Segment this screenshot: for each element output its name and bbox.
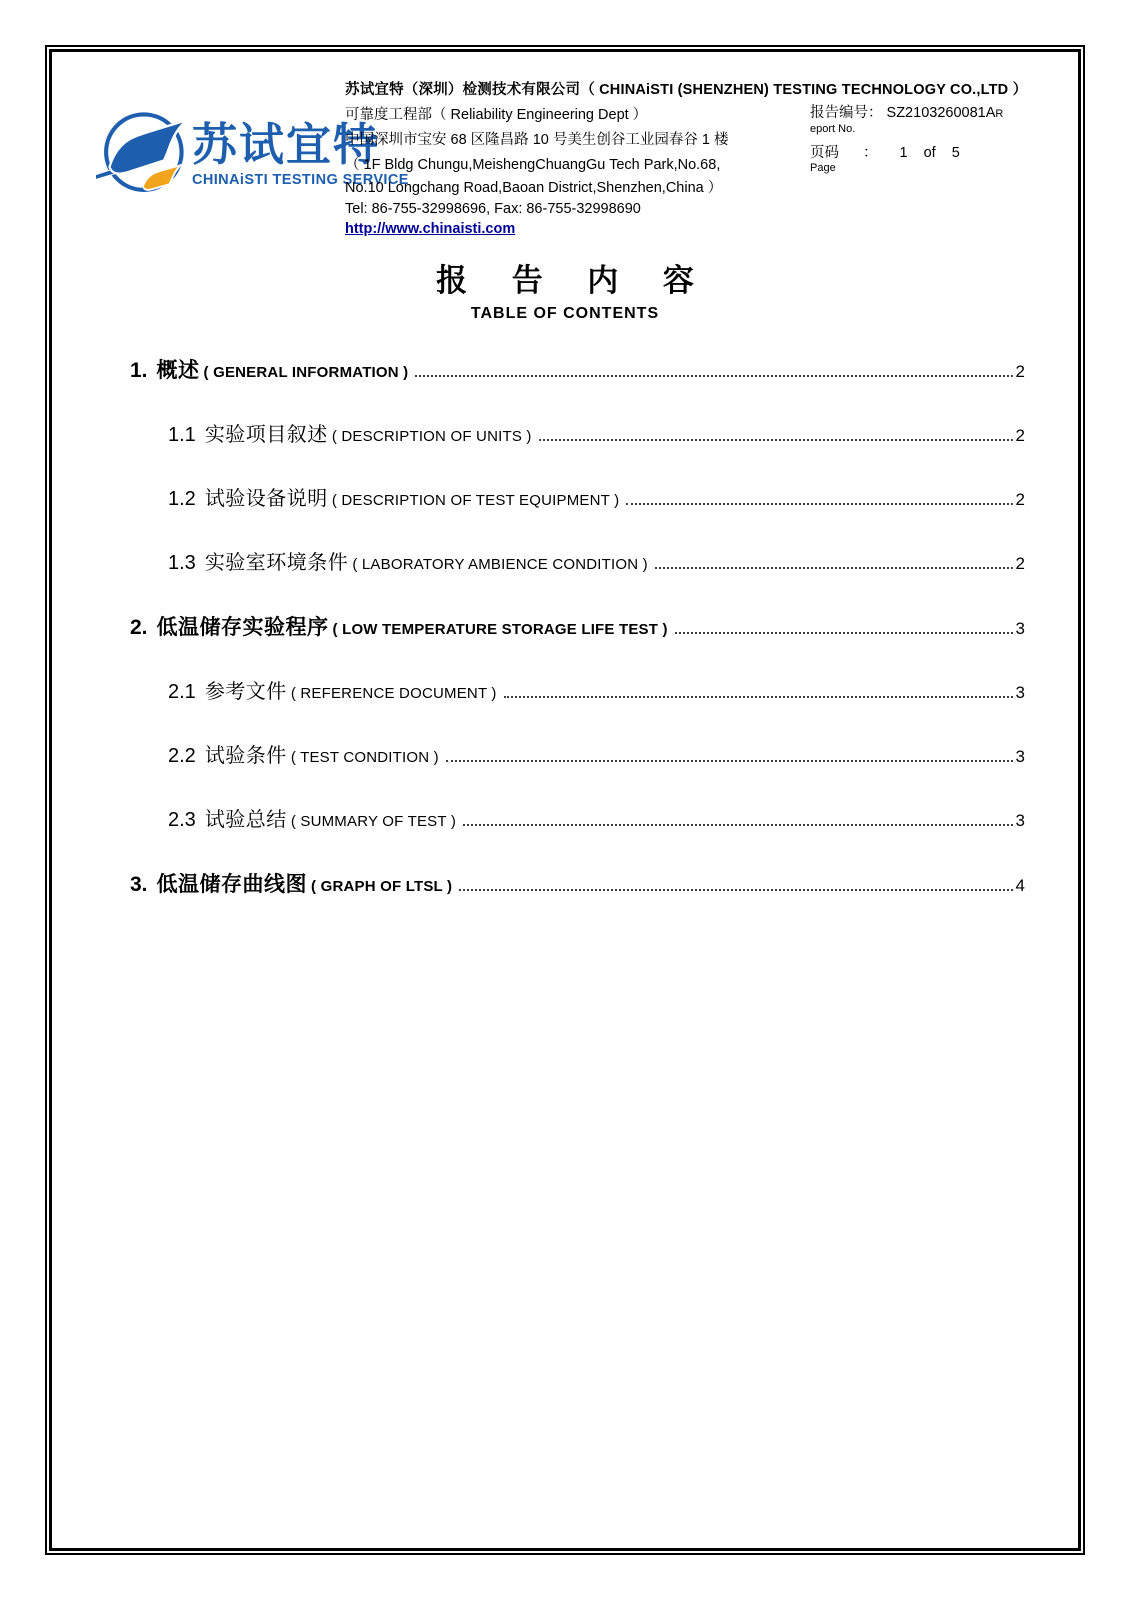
dot-leader	[675, 632, 1013, 634]
page-no-label: 页码	[810, 145, 839, 161]
logo-chinese-name: 苏试宜特	[192, 119, 381, 171]
toc-entry-page: 3	[1015, 747, 1025, 766]
toc-entry-number: 1.1	[168, 424, 196, 446]
report-info-block	[810, 104, 1040, 175]
dot-leader	[459, 889, 1012, 891]
toc-entry-number: 1.	[130, 359, 148, 382]
toc-entry-title-cn: 参考文件	[204, 681, 287, 703]
chinaisti-logo-icon	[96, 106, 188, 202]
toc-entry-laboratory-ambience-condition	[130, 553, 1025, 573]
tel-fax-line: Tel: 86-755-32998696, Fax: 86-755-32998690	[345, 201, 641, 217]
toc-entry-general-information	[130, 360, 1025, 381]
toc-entry-number: 1.2	[168, 488, 196, 510]
toc-entry-number: 2.2	[168, 745, 196, 767]
toc-entry-title-cn: 试验条件	[204, 745, 287, 767]
dot-leader	[415, 375, 1012, 377]
toc-entry-page: 4	[1015, 876, 1025, 895]
address-en-line-1: （ 1F Bldg Chungu,MeishengChuangGu Tech Park,No.68,	[345, 157, 721, 173]
page-no-colon: ：	[863, 145, 878, 161]
toc-entry-title-en: ( TEST CONDITION )	[290, 749, 439, 766]
toc-entry-low-temperature-storage-life-test	[130, 617, 1025, 638]
logo-tagline: CHINAiSTI TESTING SERVICE	[192, 171, 409, 188]
toc-entry-title-en: ( GRAPH OF LTSL )	[311, 878, 453, 895]
toc-entry-page: 2	[1015, 554, 1025, 573]
address-en-line-2: No.10 Longchang Road,Baoan District,Shenzhen,China ）	[345, 180, 723, 196]
page-no-label-en: Page	[810, 162, 836, 174]
address-cn-line: 中国深圳市宝安 68 区隆昌路 10 号美生创谷工业园春谷 1 楼	[345, 132, 729, 148]
dot-leader	[463, 824, 1013, 826]
dot-leader	[446, 760, 1013, 762]
toc-entry-page: 2	[1015, 362, 1025, 381]
toc-entry-page: 3	[1015, 811, 1025, 830]
report-no-value: SZ2103260081A	[886, 105, 996, 121]
toc-entry-graph-of-ltsl	[130, 874, 1025, 895]
toc-entry-title-en: ( LOW TEMPERATURE STORAGE LIFE TEST )	[332, 621, 668, 638]
toc-entry-title-cn: 试验设备说明	[204, 488, 328, 510]
company-name-line: 苏试宜特（深圳）检测技术有限公司（ CHINAiSTI (SHENZHEN) TESTING TECHNOLOGY CO.,LTD ）	[345, 82, 1028, 98]
document-title	[0, 264, 1130, 323]
toc-entry-title-cn: 低温储存实验程序	[156, 616, 329, 639]
page-no-value: 1 of 5	[899, 145, 960, 161]
toc-entry-number: 2.	[130, 616, 148, 639]
toc-entry-summary-of-test	[130, 810, 1025, 830]
dot-leader	[626, 503, 1012, 505]
toc-entry-page: 2	[1015, 426, 1025, 445]
toc-entry-test-condition	[130, 746, 1025, 766]
toc-entry-page: 3	[1015, 619, 1025, 638]
toc-entry-number: 3.	[130, 873, 148, 896]
toc-entry-page: 3	[1015, 683, 1025, 702]
report-no-label-en: eport No.	[810, 123, 856, 135]
toc-entry-description-of-test-equipment	[130, 489, 1025, 509]
toc-entry-title-cn: 试验总结	[204, 809, 287, 831]
toc-entry-title-cn: 实验室环境条件	[204, 552, 349, 574]
toc-entry-title-cn: 概述	[156, 359, 200, 382]
toc-entry-description-of-units	[130, 425, 1025, 445]
toc-entry-title-en: ( DESCRIPTION OF UNITS )	[331, 428, 532, 445]
toc-entry-title-en: ( LABORATORY AMBIENCE CONDITION )	[352, 556, 648, 573]
dot-leader	[504, 696, 1013, 698]
document-title-cn: 报 告 内 容	[436, 263, 712, 298]
toc-entry-number: 1.3	[168, 552, 196, 574]
toc-entry-title-en: ( SUMMARY OF TEST )	[290, 813, 457, 830]
document-title-en: TABLE OF CONTENTS	[470, 305, 660, 322]
dot-leader	[539, 439, 1013, 441]
toc-entry-title-cn: 低温储存曲线图	[156, 873, 308, 896]
toc-entry-title-en: ( DESCRIPTION OF TEST EQUIPMENT )	[331, 492, 620, 509]
dot-leader	[655, 567, 1013, 569]
table-of-contents	[130, 360, 1025, 939]
toc-entry-title-cn: 实验项目叙述	[204, 424, 328, 446]
toc-entry-title-en: ( REFERENCE DOCUMENT )	[290, 685, 497, 702]
toc-entry-number: 2.3	[168, 809, 196, 831]
department-line: 可靠度工程部（ Reliability Engineering Dept ）	[345, 107, 648, 123]
report-no-label: 报告编号：	[810, 105, 883, 121]
toc-entry-reference-document	[130, 682, 1025, 702]
report-no-label-wrapped: R	[995, 108, 1004, 120]
toc-entry-page: 2	[1015, 490, 1025, 509]
toc-entry-title-en: ( GENERAL INFORMATION )	[203, 364, 409, 381]
toc-entry-number: 2.1	[168, 681, 196, 703]
company-website-link[interactable]: http://www.chinaisti.com	[345, 221, 516, 237]
